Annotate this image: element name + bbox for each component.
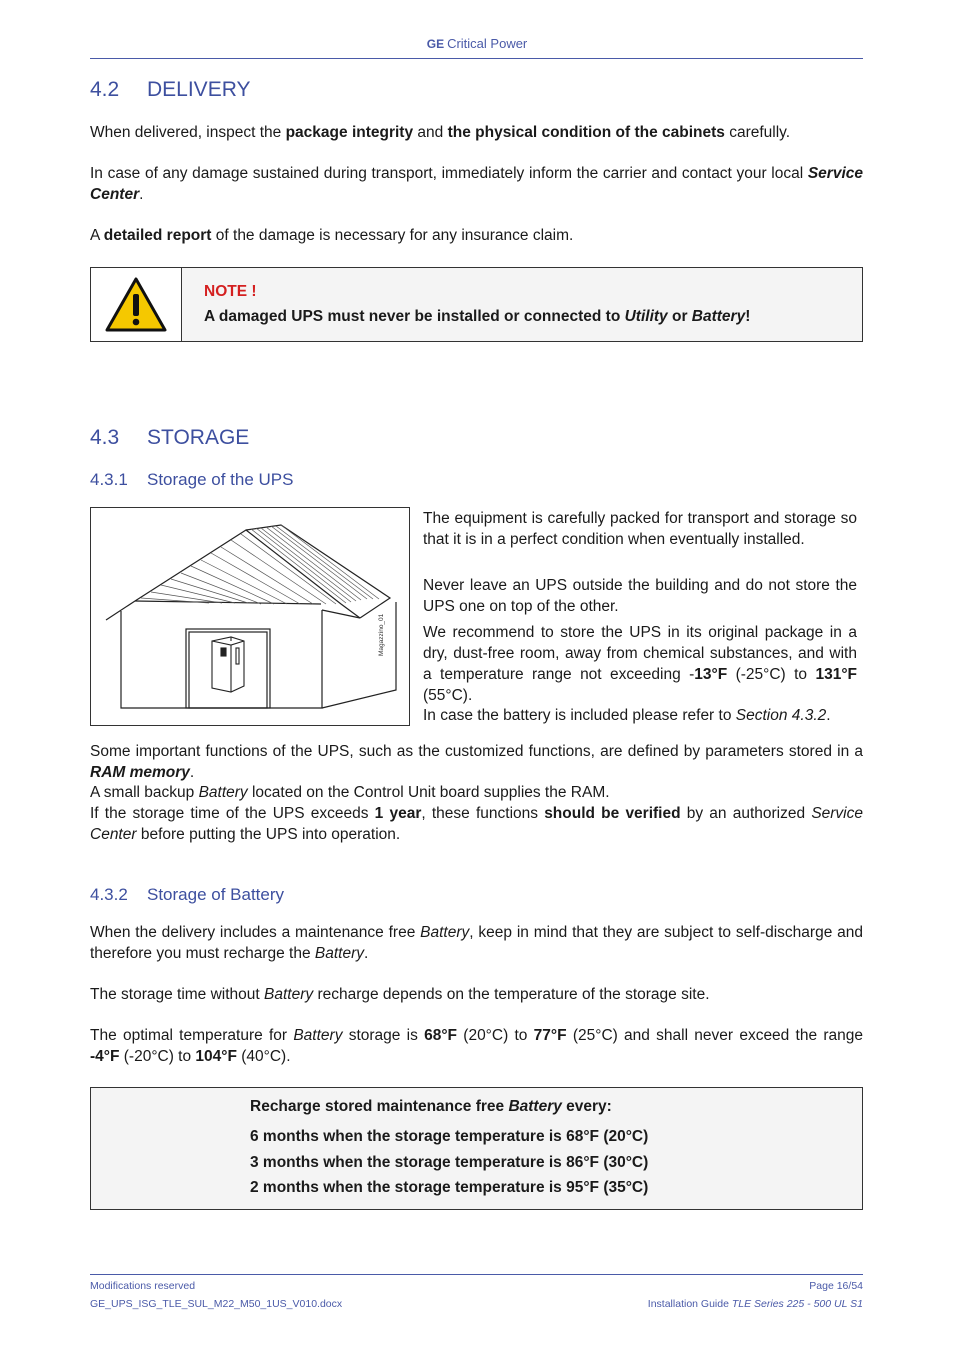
- battery-paragraph-3: The optimal temperature for Battery storage is 68°F (20°C) to 77°F (25°C) and shall never exceed the range -4°F (-20°C) to 104°F (40°C).: [90, 1027, 863, 1065]
- subsection-heading-storage-ups: 4.3.1 Storage of the UPS: [90, 470, 294, 489]
- note-label: NOTE !: [204, 283, 257, 300]
- note-text: A damaged UPS must never be installed or connected to Utility or Battery!: [204, 308, 751, 325]
- delivery-paragraph-3: A detailed report of the damage is necessary for any insurance claim.: [90, 227, 574, 244]
- storage-side-text-2: Never leave an UPS outside the building and do not store the UPS one on top of the other.: [423, 577, 857, 615]
- ge-logo: GE: [426, 37, 445, 51]
- section-heading-delivery: 4.2 DELIVERY: [90, 78, 251, 101]
- storage-time-paragraph: If the storage time of the UPS exceeds 1 year, these functions should be verified by an authorized Service Center before putting the UPS into operation.: [90, 805, 863, 843]
- footer-filename: GE_UPS_ISG_TLE_SUL_M22_M50_1US_V010.docx: [90, 1298, 343, 1310]
- recharge-box: [90, 1087, 863, 1210]
- recharge-line: 2 months when the storage temperature is 95°F (35°C): [250, 1179, 649, 1196]
- recharge-heading: Recharge stored maintenance free Battery every:: [250, 1098, 612, 1115]
- footer-guide-title: Installation Guide TLE Series 225 - 500 UL S1: [647, 1298, 863, 1310]
- footer-rule: [90, 1274, 863, 1275]
- footer-page-number: Page 16/54: [809, 1280, 863, 1292]
- recharge-line: 6 months when the storage temperature is 68°F (20°C): [250, 1128, 649, 1145]
- warehouse-figure: [90, 507, 410, 726]
- header-rule: [90, 58, 863, 59]
- storage-side-text-3: We recommend to store the UPS in its original package in a dry, dust-free room, away from chemical substances, and with a temperature range not exceeding -13°F (-25°C) to 131°F (55°C).: [423, 624, 857, 704]
- recharge-line: 3 months when the storage temperature is 86°F (30°C): [250, 1154, 649, 1171]
- note-icon-cell: [91, 268, 182, 341]
- delivery-paragraph-1: When delivered, inspect the package integrity and the physical condition of the cabinets carefully.: [90, 124, 791, 141]
- ups-cabinet-icon: [212, 637, 244, 692]
- warning-triangle-icon: [91, 268, 181, 341]
- battery-paragraph-1: When the delivery includes a maintenance free Battery, keep in mind that they are subject to self-discharge and therefore you must recharge the Battery.: [90, 924, 863, 962]
- figure-label: Magazzino_01: [378, 613, 385, 656]
- storage-side-text-1: The equipment is carefully packed for transport and storage so that it is in a perfect condition when eventually installed.: [423, 510, 857, 548]
- footer-modifications: Modifications reserved: [90, 1280, 196, 1292]
- storage-side-text-4: In case the battery is included please refer to Section 4.3.2.: [423, 707, 831, 724]
- ram-memory-paragraph: Some important functions of the UPS, such as the customized functions, are defined by parameters stored in a RAM memory.: [90, 743, 863, 781]
- warehouse-illustration: [91, 508, 409, 725]
- subsection-heading-storage-battery: 4.3.2 Storage of Battery: [90, 885, 285, 904]
- section-heading-storage: 4.3 STORAGE: [90, 426, 250, 449]
- header-title: Critical Power: [447, 36, 528, 51]
- delivery-paragraph-2: In case of any damage sustained during transport, immediately inform the carrier and contact your local Service Center.: [90, 165, 863, 203]
- note-box: [90, 267, 863, 342]
- page-header: [0, 36, 954, 51]
- backup-battery-paragraph: A small backup Battery located on the Control Unit board supplies the RAM.: [90, 784, 610, 801]
- battery-paragraph-2: The storage time without Battery recharge depends on the temperature of the storage site.: [90, 986, 710, 1003]
